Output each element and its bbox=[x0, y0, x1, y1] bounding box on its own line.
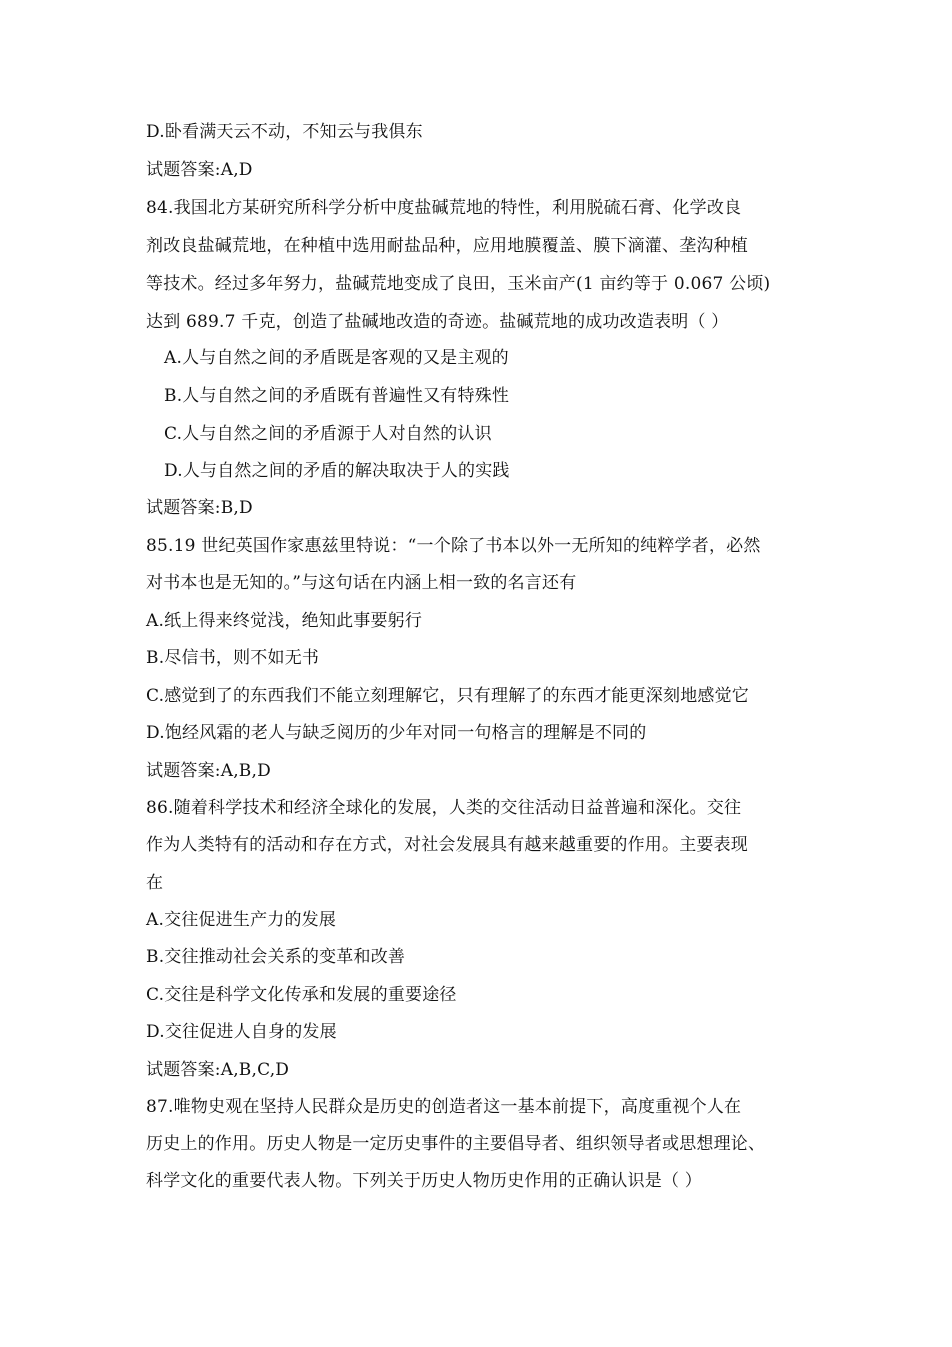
q86-option-b: B.交往推动社会关系的变革和改善 bbox=[146, 947, 406, 967]
q87-stem-line-2: 历史上的作用。历史人物是一定历史事件的主要倡导者、组织领导者或思想理论、 bbox=[146, 1134, 766, 1154]
q86-stem-line-2: 作为人类特有的活动和存在方式，对社会发展具有越来越重要的作用。主要表现 bbox=[146, 835, 748, 855]
q86-stem-line-3: 在 bbox=[146, 873, 164, 893]
q84-stem-line-4: 达到 689.7 千克，创造了盐碱地改造的奇迹。盐碱荒地的成功改造表明（ ） bbox=[146, 312, 729, 332]
q86-option-a: A.交往促进生产力的发展 bbox=[146, 910, 337, 930]
q85-answer: 试题答案:A,B,D bbox=[146, 761, 271, 781]
q83-option-d: D.卧看满天云不动，不知云与我俱东 bbox=[146, 122, 423, 142]
q86-answer: 试题答案:A,B,C,D bbox=[146, 1060, 290, 1080]
q84-option-c: C.人与自然之间的矛盾源于人对自然的认识 bbox=[164, 424, 492, 444]
q85-option-c: C.感觉到了的东西我们不能立刻理解它，只有理解了的东西才能更深刻地感觉它 bbox=[146, 686, 750, 706]
q84-stem-line-1: 84.我国北方某研究所科学分析中度盐碱荒地的特性，利用脱硫石膏、化学改良 bbox=[146, 198, 742, 218]
q84-stem-line-3: 等技术。经过多年努力，盐碱荒地变成了良田，玉米亩产(1 亩约等于 0.067 公顷) bbox=[146, 274, 771, 294]
q85-stem-line-2: 对书本也是无知的。”与这句话在内涵上相一致的名言还有 bbox=[146, 573, 577, 593]
q84-option-d: D.人与自然之间的矛盾的解决取决于人的实践 bbox=[164, 461, 510, 481]
q85-stem-line-1: 85.19 世纪英国作家惠兹里特说：“一个除了书本以外一无所知的纯粹学者，必然 bbox=[146, 536, 761, 556]
q87-stem-line-1: 87.唯物史观在坚持人民群众是历史的创造者这一基本前提下，高度重视个人在 bbox=[146, 1097, 742, 1117]
q84-option-b: B.人与自然之间的矛盾既有普遍性又有特殊性 bbox=[164, 386, 510, 406]
q84-answer: 试题答案:B,D bbox=[146, 498, 253, 518]
q85-option-a: A.纸上得来终觉浅，绝知此事要躬行 bbox=[146, 611, 423, 631]
q85-option-b: B.尽信书，则不如无书 bbox=[146, 648, 320, 668]
q86-option-c: C.交往是科学文化传承和发展的重要途径 bbox=[146, 985, 457, 1005]
q86-stem-line-1: 86.随着科学技术和经济全球化的发展，人类的交往活动日益普遍和深化。交往 bbox=[146, 798, 742, 818]
q84-option-a: A.人与自然之间的矛盾既是客观的又是主观的 bbox=[164, 348, 509, 368]
q84-stem-line-2: 剂改良盐碱荒地，在种植中选用耐盐品种，应用地膜覆盖、膜下滴灌、垄沟种植 bbox=[146, 236, 748, 256]
q85-option-d: D.饱经风霜的老人与缺乏阅历的少年对同一句格言的理解是不同的 bbox=[146, 723, 647, 743]
q86-option-d: D.交往促进人自身的发展 bbox=[146, 1022, 337, 1042]
q83-answer: 试题答案:A,D bbox=[146, 160, 253, 180]
q87-stem-line-3: 科学文化的重要代表人物。下列关于历史人物历史作用的正确认识是（ ） bbox=[146, 1171, 703, 1191]
